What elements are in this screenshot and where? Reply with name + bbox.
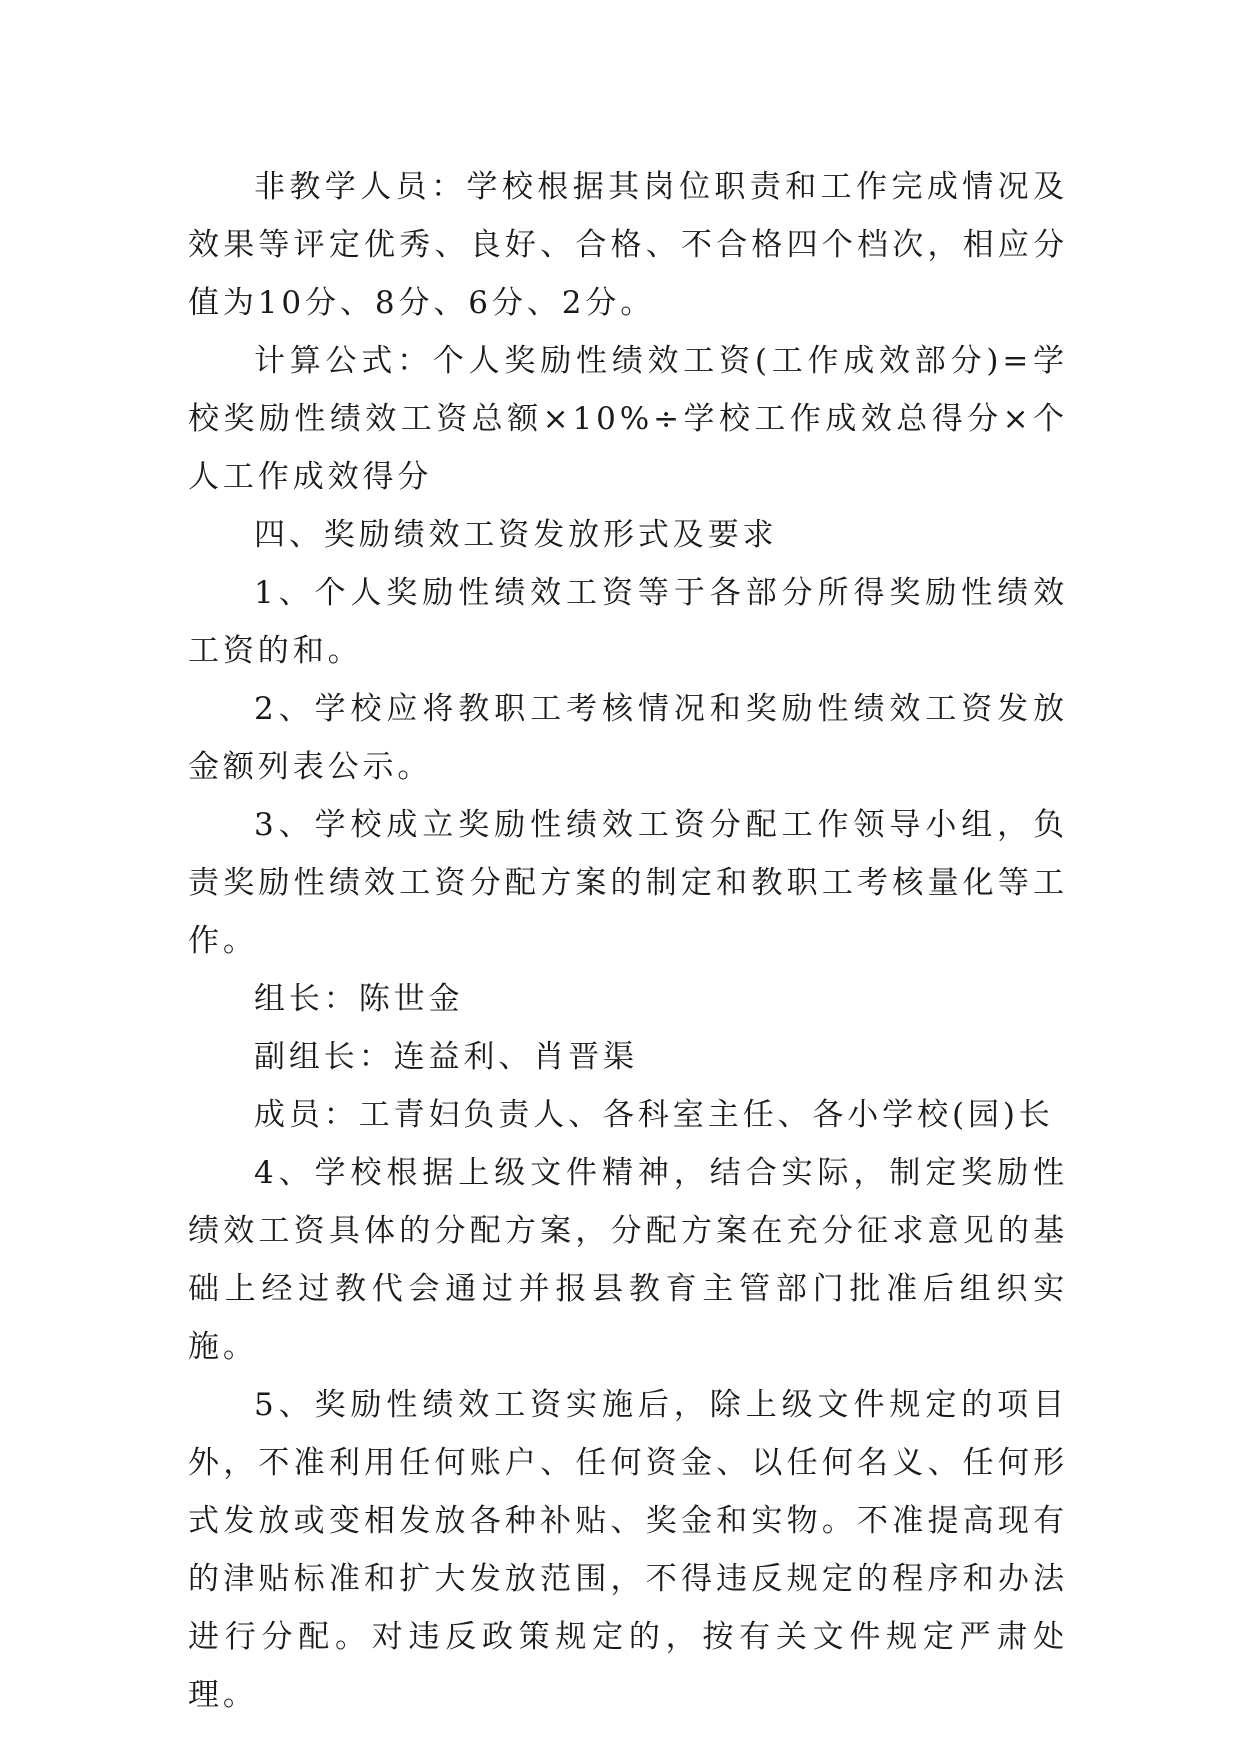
paragraph-deputy-leaders: 副组长：连益利、肖晋渠	[254, 1039, 638, 1075]
paragraph-item-5: 5、奖励性绩效工资实施后，除上级文件规定的项目外，不准利用任何账户、任何资金、以任何名义、任何形式发放或变相发放各种补贴、奖金和实物。不准提高现有的津贴标准和扩大发放范围，不得违反规定的程序和办法进行分配。对违反政策规定的，按有关文件规定严肃处理。	[188, 1387, 1068, 1713]
section-heading-4: 四、奖励绩效工资发放形式及要求	[254, 517, 778, 553]
paragraph-item-2: 2、学校应将教职工考核情况和奖励性绩效工资发放金额列表公示。	[188, 691, 1068, 785]
paragraph-group-leader: 组长：陈世金	[254, 981, 464, 1017]
paragraph-formula: 计算公式：个人奖励性绩效工资(工作成效部分)=学校奖励性绩效工资总额×10%÷学校工作成效总得分×个人工作成效得分	[188, 343, 1068, 495]
paragraph-members: 成员：工青妇负责人、各科室主任、各小学校(园)长	[254, 1097, 1054, 1133]
document-page	[188, 158, 1068, 1724]
paragraph-item-4: 4、学校根据上级文件精神，结合实际，制定奖励性绩效工资具体的分配方案，分配方案在充分征求意见的基础上经过教代会通过并报县教育主管部门批准后组织实施。	[188, 1155, 1068, 1365]
paragraph-item-3: 3、学校成立奖励性绩效工资分配工作领导小组，负责奖励性绩效工资分配方案的制定和教职工考核量化等工作。	[188, 807, 1068, 959]
paragraph-item-1: 1、个人奖励性绩效工资等于各部分所得奖励性绩效工资的和。	[188, 575, 1068, 669]
paragraph-non-teaching-staff: 非教学人员：学校根据其岗位职责和工作完成情况及效果等评定优秀、良好、合格、不合格四个档次，相应分值为10分、8分、6分、2分。	[188, 169, 1068, 321]
